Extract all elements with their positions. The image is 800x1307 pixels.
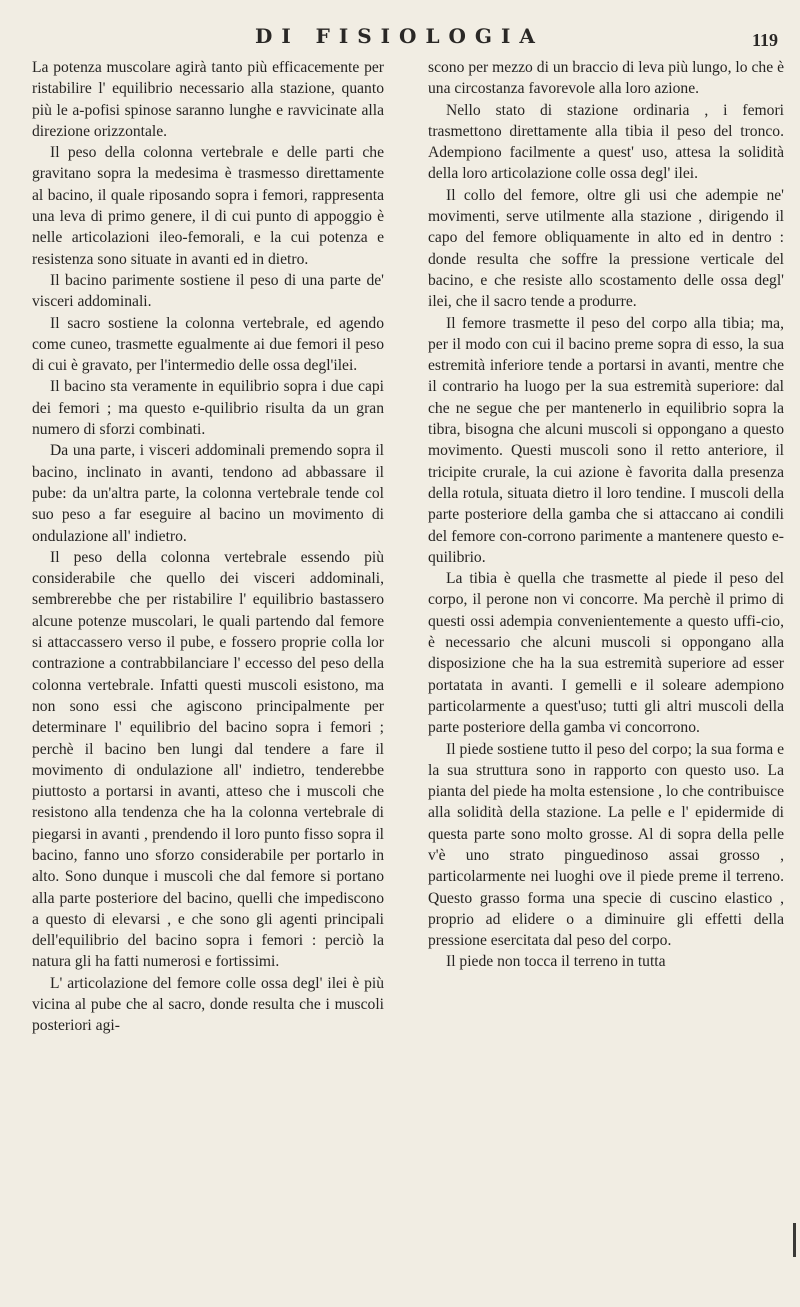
running-header (0, 24, 800, 60)
paragraph: Il peso della colonna vertebrale e delle parti che gravitano sopra la medesima è trasmesso direttamente al bacino, il quale riposando sopra i femori, rappresenta una leva di primo genere, il di cui punto di appoggio è nelle articolazioni ileo-femorali, e la cui potenza e resistenza sono situate in avanti ed in dietro. (32, 144, 384, 268)
right-column (428, 57, 784, 973)
paragraph: La potenza muscolare agirà tanto più efficacemente per ristabilire l' equilibrio necessario alla stazione, quanto più le a-pofisi spinose saranno lunghe e ravvicinate alla direzione orizzontale. (32, 59, 384, 140)
paragraph: scono per mezzo di un braccio di leva più lungo, lo che è una circostanza favorevole alla loro azione. (428, 59, 784, 98)
paragraph: Il piede non tocca il terreno in tutta (446, 953, 666, 971)
left-column (32, 57, 384, 1037)
paragraph: Il peso della colonna vertebrale essendo più considerabile che quello dei visceri addominali, sembrerebbe che per ristabilire l' equilibrio bastassero alcune potenze muscolari, le quali partendo dal femore si attaccassero verso il pube, e fossero proprie colla lor contrazione a contrabbilanciare l' eccesso del peso della colonna vertebrale. Infatti questi muscoli esistono, ma non sono essi che agiscono principalmente per determinare l' equilibrio del bacino sopra i femori ; perchè il bacino ben lungi dal tendere a fare il movimento di ondulazione all' indietro, tenderebbe piuttosto a portarsi in avanti, atteso che i muscoli che resistono alla tendenza che ha la colonna vertebrale di piegarsi in avanti , prendendo il loro punto fisso sopra il bacino, fanno uno sforzo considerabile per portarlo in alto. Sono dunque i muscoli che dal femore si portano alla parte posteriore del bacino, quelli che impediscono a questo di elevarsi , e che sono gli agenti principali dell'equilibrio del bacino sopra i femori : perciò la natura gli ha fatti numerosi e fortissimi. (32, 548, 384, 971)
running-title: DI FISIOLOGIA (255, 24, 544, 48)
paragraph: Il collo del femore, oltre gli usi che adempie ne' movimenti, serve utilmente alla stazione , dirigendo il capo del femore obliquamente in alto ed in dentro : donde resulta che soffre la pressione verticale del bacino, e che resiste allo scostamento delle ossa degl' ilei, che il sacro tende a produrre. (428, 186, 784, 311)
page-number: 119 (751, 30, 778, 50)
paragraph: Da una parte, i visceri addominali premendo sopra il bacino, inclinato in avanti, tendono ad abbassare il pube: da un'altra parte, la colonna vertebrale tende col suo peso a far eseguire al bacino un movimento di ondulazione all' indietro. (32, 442, 384, 545)
paragraph: Nello stato di stazione ordinaria , i femori trasmettono direttamente alla tibia il peso del tronco. Adempiono facilmente a quest' uso, attesa la solidità della loro articolazione colle ossa degl' ilei. (428, 101, 784, 183)
paragraph: La tibia è quella che trasmette al piede il peso del corpo, il perone non vi concorre. Ma perchè il primo di questi ossi adempia convenientemente a questo uffi-cio, è necessario che alcuni muscoli si oppongano alla disposizione che ha la sua estremità superiore ad esser portatata in avanti. I gemelli e il soleare adempiono particolarmente a quest'uso; tutti gli altri muscoli della parte posteriore della gamba vi concorrono. (428, 570, 784, 737)
page-edge-mark (793, 1223, 796, 1257)
paragraph: Il femore trasmette il peso del corpo alla tibia; ma, per il modo con cui il bacino preme sopra di esso, la sua estremità inferiore tende a portarsi in avanti, mentre che il contrario ha luogo per la sua estremità superiore: dal che ne segue che per mantenerlo in equilibrio sopra la tibra, bisogna che alcuni muscoli si oppongano a questo movimento. Questi muscoli sono il retto anteriore, il tricipite crurale, la cui azione è favorita dalla presenza della rotula, situata dietro il loro tendine. I muscoli della parte posteriore della gamba che si attaccano ai condili del femore con-corrono parimente a mantenere questo e-quilibrio. (428, 314, 784, 566)
paragraph: Il sacro sostiene la colonna vertebrale, ed agendo come cuneo, trasmette egualmente ai due femori il peso di cui è gravato, per l'intermedio delle ossa degl'ilei. (32, 314, 384, 375)
paragraph: Il bacino parimente sostiene il peso di una parte de' visceri addominali. (32, 271, 384, 311)
paragraph: Il piede sostiene tutto il peso del corpo; la sua forma e la sua struttura sono in rapporto con questo uso. La pianta del piede ha molta estensione , lo che contribuisce alla solidità della stazione. La pelle e l' epidermide di questa parte sono molto grosse. Al di sopra della pelle v'è uno strato pinguedinoso assai grosso , particolarmente nei luoghi ove il piede preme il terreno. Questo grasso forma una specie di cuscino elastico , proprio ad elidere o a diminuire gli effetti della pressione esercitata dal peso del corpo. (428, 740, 784, 950)
paragraph: Il bacino sta veramente in equilibrio sopra i due capi dei femori ; ma questo e-quilibrio risulta da un gran numero di sforzi combinati. (32, 378, 384, 439)
paragraph: L' articolazione del femore colle ossa degl' ilei è più vicina al pube che al sacro, donde resulta che i muscoli posteriori agi- (32, 974, 384, 1035)
